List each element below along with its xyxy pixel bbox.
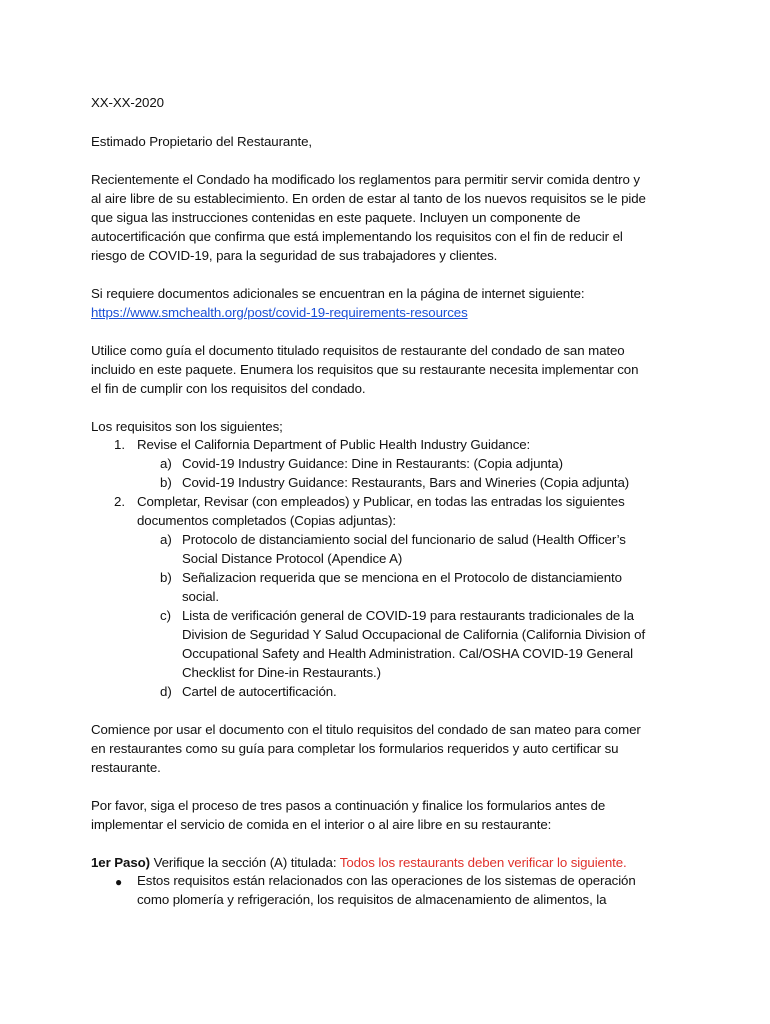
req2-a-label: a) bbox=[160, 532, 172, 547]
req2-number: 2. bbox=[114, 494, 126, 509]
req2-b-text: social. bbox=[182, 589, 219, 604]
req2-d-label: d) bbox=[160, 684, 172, 699]
req2-c-text: Occupational Safety and Health Administration. Cal/OSHA COVID-19 General bbox=[182, 646, 634, 661]
process-line: implementar el servicio de comida en el interior o al aire libre en su restaurante: bbox=[91, 817, 552, 832]
req1-a-label: a) bbox=[160, 456, 172, 471]
req2-c-text: Lista de verificación general de COVID-19 para restaurants tradicionales de la bbox=[182, 608, 634, 623]
letter-date: XX-XX-2020 bbox=[91, 95, 164, 110]
process-line: Por favor, siga el proceso de tres pasos a continuación y finalice los formularios antes de bbox=[91, 798, 606, 813]
bullet-dot-icon: ● bbox=[115, 875, 123, 889]
resources-link[interactable]: https://www.smchealth.org/post/covid-19-requirements-resources bbox=[91, 305, 468, 320]
docs-line: Si requiere documentos adicionales se encuentran en la página de internet siguiente: bbox=[91, 286, 585, 301]
step1-line bbox=[91, 855, 627, 870]
guide-line: Utilice como guía el documento titulado requisitos de restaurante del condado de san mateo bbox=[91, 343, 625, 358]
req1-number: 1. bbox=[114, 437, 126, 452]
start-line: restaurante. bbox=[91, 760, 161, 775]
start-line: en restaurantes como su guía para completar los formularios requeridos y auto certificar su bbox=[91, 741, 619, 756]
req2-text: Completar, Revisar (con empleados) y Publicar, en todas las entradas los siguientes bbox=[137, 494, 625, 509]
req2-d-text: Cartel de autocertificación. bbox=[182, 684, 337, 699]
step1-bullet-text: como plomería y refrigeración, los requisitos de almacenamiento de alimentos, la bbox=[137, 892, 607, 907]
guide-line: incluido en este paquete. Enumera los requisitos que su restaurante necesita implementar con bbox=[91, 362, 639, 377]
step1-text: Verifique la sección (A) titulada: bbox=[149, 855, 340, 870]
intro-line: riesgo de COVID-19, para la seguridad de sus trabajadores y clientes. bbox=[91, 248, 498, 263]
salutation: Estimado Propietario del Restaurante, bbox=[91, 134, 312, 149]
req1-b-label: b) bbox=[160, 475, 172, 490]
guide-line: el fin de cumplir con los requisitos del condado. bbox=[91, 381, 366, 396]
req1-b-text: Covid-19 Industry Guidance: Restaurants, Bars and Wineries (Copia adjunta) bbox=[182, 475, 630, 490]
intro-line: autocertificación que confirma que está implementando los requisitos con el fin de reducir el bbox=[91, 229, 623, 244]
start-line: Comience por usar el documento con el titulo requisitos del condado de san mateo para comer bbox=[91, 722, 641, 737]
req2-a-text: Social Distance Protocol (Apendice A) bbox=[182, 551, 403, 566]
req1-text: Revise el California Department of Public Health Industry Guidance: bbox=[137, 437, 531, 452]
requirements-intro: Los requisitos son los siguientes; bbox=[91, 419, 283, 434]
req2-b-text: Señalizacion requerida que se menciona en el Protocolo de distanciamiento bbox=[182, 570, 622, 585]
intro-line: que sigua las instrucciones contenidas en este paquete. Incluyen un componente de bbox=[91, 210, 581, 225]
step1-bullet-text: Estos requisitos están relacionados con las operaciones de los sistemas de operación bbox=[137, 873, 636, 888]
req2-a-text: Protocolo de distanciamiento social del funcionario de salud (Health Officer’s bbox=[182, 532, 626, 547]
step1-label: 1er Paso) bbox=[91, 855, 150, 870]
intro-line: Recientemente el Condado ha modificado los reglamentos para permitir servir comida dentro y bbox=[91, 172, 640, 187]
req2-c-text: Checklist for Dine-in Restaurants.) bbox=[182, 665, 381, 680]
req2-c-label: c) bbox=[160, 608, 172, 623]
step1-highlight: Todos los restaurants deben verificar lo siguiente. bbox=[339, 855, 627, 870]
req2-text: documentos completados (Copias adjuntas): bbox=[137, 513, 397, 528]
req2-b-label: b) bbox=[160, 570, 172, 585]
req1-a-text: Covid-19 Industry Guidance: Dine in Restaurants: (Copia adjunta) bbox=[182, 456, 563, 471]
req2-c-text: Division de Seguridad Y Salud Occupacional de California (California Division of bbox=[182, 627, 646, 642]
intro-line: al aire libre de su establecimiento. En orden de estar al tanto de los nuevos requisitos se le pide bbox=[91, 191, 646, 206]
